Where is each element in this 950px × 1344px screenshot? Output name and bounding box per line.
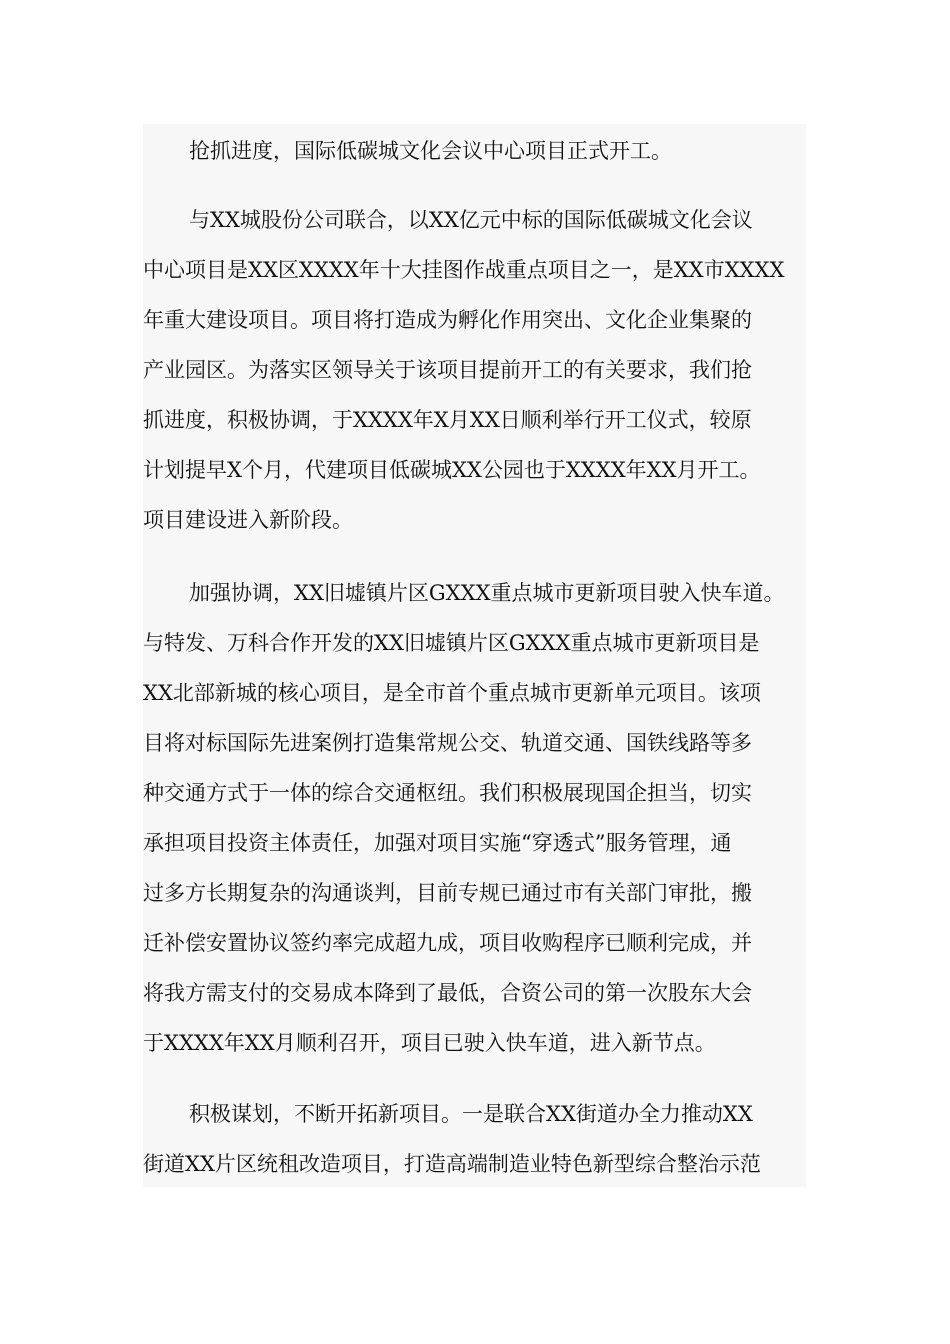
paragraph-3-line-10: 于XXXX年XX月顺利召开，项目已驶入快车道，进入新节点。 (143, 1031, 716, 1055)
paragraph-3-line-3: XX北部新城的核心项目，是全市首个重点城市更新单元项目。该项 (143, 681, 761, 705)
paragraph-3-line-9: 将我方需支付的交易成本降到了最低，合资公司的第一次股东大会 (143, 981, 752, 1005)
paragraph-3-line-4: 目将对标国际先进案例打造集常规公交、轨道交通、国铁线路等多 (143, 731, 752, 755)
paragraph-3-line-7: 过多方长期复杂的沟通谈判，目前专规已通过市有关部门审批，搬 (143, 881, 752, 905)
paragraph-2-line-7: 项目建设进入新阶段。 (143, 508, 353, 532)
paragraph-4-line-2: 街道XX片区统租改造项目，打造高端制造业特色新型综合整治示范 (143, 1152, 761, 1176)
paragraph-3-line-5: 种交通方式于一体的综合交通枢纽。我们积极展现国企担当，切实 (143, 781, 752, 805)
paragraph-1-line-1: 抢抓进度，国际低碳城文化会议中心项目正式开工。 (189, 139, 672, 163)
paragraph-2-line-5: 抓进度，积极协调，于XXXX年X月XX日顺利举行开工仪式，较原 (143, 408, 752, 432)
paragraph-3-line-6: 承担项目投资主体责任，加强对项目实施“穿透式”服务管理，通 (143, 831, 732, 855)
paragraph-3-line-2: 与特发、万科合作开发的XX旧墟镇片区GXXX重点城市更新项目是 (143, 631, 760, 655)
paragraph-4-line-1: 积极谋划，不断开拓新项目。一是联合XX街道办全力推动XX (189, 1102, 753, 1126)
paragraph-3-line-8: 迁补偿安置协议签约率完成超九成，项目收购程序已顺利完成，并 (143, 931, 752, 955)
paragraph-2-line-1: 与XX城股份公司联合，以XX亿元中标的国际低碳城文化会议 (189, 208, 753, 232)
document-text-block (143, 124, 806, 1187)
paragraph-2-line-2: 中心项目是XX区XXXX年十大挂图作战重点项目之一，是XX市XXXX (143, 258, 785, 282)
paragraph-3-line-1: 加强协调，XX旧墟镇片区GXXX重点城市更新项目驶入快车道。 (189, 581, 785, 605)
paragraph-2-line-3: 年重大建设项目。项目将打造成为孵化作用突出、文化企业集聚的 (143, 308, 752, 332)
paragraph-2-line-4: 产业园区。为落实区领导关于该项目提前开工的有关要求，我们抢 (143, 358, 752, 382)
paragraph-2-line-6: 计划提早X个月，代建项目低碳城XX公园也于XXXX年XX月开工。 (143, 458, 761, 482)
